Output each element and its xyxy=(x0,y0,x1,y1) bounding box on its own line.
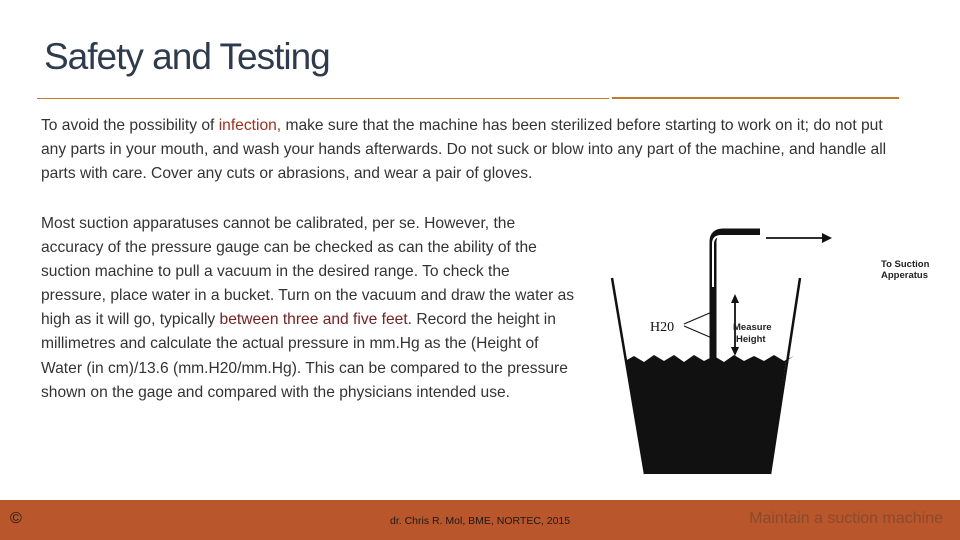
presentation-topic: Maintain a suction machine xyxy=(749,510,943,527)
measure-label-line1: Measure xyxy=(733,322,772,333)
footer-bar xyxy=(0,500,960,540)
author-credit: dr. Chris R. Mol, BME, NORTEC, 2015 xyxy=(390,515,571,527)
safety-paragraph xyxy=(41,114,907,186)
bucket xyxy=(612,278,800,474)
h2o-label: H20 xyxy=(650,320,675,335)
suction-test-diagram xyxy=(600,222,945,482)
testing-text-start: Most suction apparatuses cannot be calibrated, per se. However, the accuracy of the pressure gauge can be checked as can the ability of the suction machine to pull a vacuum in the desired range. To check the pressure, place water in a bucket. Turn on the vacuum and draw the water as high as it will go, typically xyxy=(41,215,575,329)
title-divider-left xyxy=(37,98,609,99)
slide-title: Safety and Testing xyxy=(44,36,330,77)
title-divider-right xyxy=(612,97,899,99)
safety-text-end: make sure that the machine has been sterilized before starting to work on it; do not put any parts in your mouth, and wash your hands afterwards. Do not suck or blow into any part of the machine, and handle all parts with care. Cover any cuts or abrasions, and wear a pair of gloves. xyxy=(41,117,887,182)
copyright-symbol: © xyxy=(10,510,22,527)
safety-text-start: To avoid the possibility of xyxy=(41,117,219,134)
testing-text-end: . Record the height in millimetres and calculate the actual pressure in mm.Hg as the (Height of Water (in cm)/13.6 (mm.H20/mm.Hg). This can be compared to the pressure shown on the gage and compared with the physicians intended use. xyxy=(41,311,568,401)
suction-label-line1: To Suction xyxy=(881,259,930,270)
measure-label-line2: Height xyxy=(736,334,766,345)
testing-paragraph xyxy=(41,212,576,405)
height-range-highlight: between three and five feet xyxy=(219,311,408,329)
water-fill xyxy=(625,355,794,474)
suction-label-line2: Apperatus xyxy=(881,270,928,281)
suction-arrow xyxy=(766,233,832,243)
infection-highlight: infection, xyxy=(218,117,282,134)
